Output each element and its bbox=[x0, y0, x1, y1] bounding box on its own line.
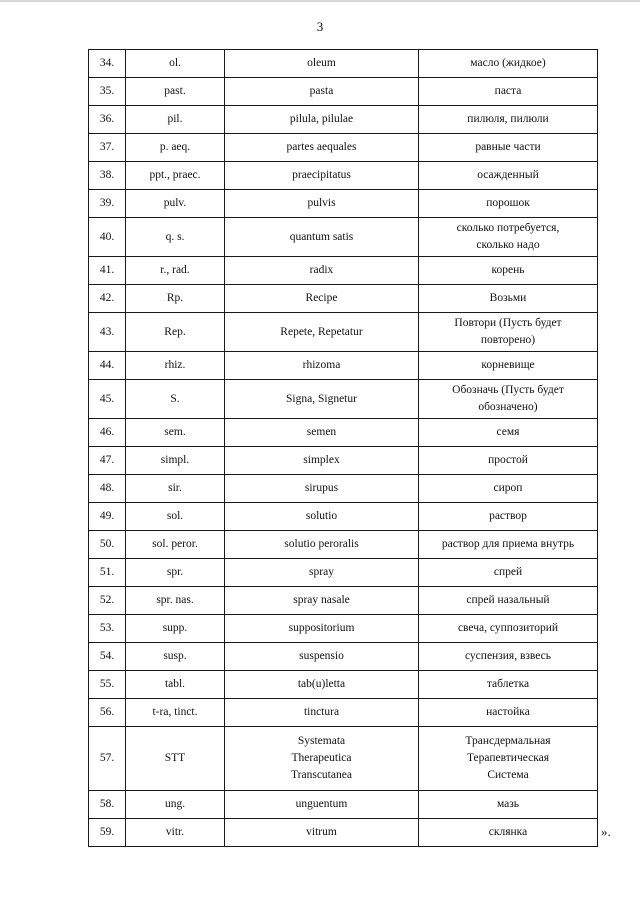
abbreviation-cell: rhiz. bbox=[126, 352, 225, 380]
russian-translation-cell: простой bbox=[419, 447, 598, 475]
abbreviation-cell: sol. bbox=[126, 503, 225, 531]
russian-translation-cell: сколько потребуется, сколько надо bbox=[419, 218, 598, 257]
abbreviation-cell: ol. bbox=[126, 50, 225, 78]
table-row bbox=[89, 380, 598, 419]
russian-translation-cell: раствор для приема внутрь bbox=[419, 531, 598, 559]
closing-quote-mark: ». bbox=[601, 824, 611, 839]
table-row bbox=[89, 419, 598, 447]
row-number: 40. bbox=[89, 218, 126, 257]
row-number: 53. bbox=[89, 615, 126, 643]
latin-term-cell: radix bbox=[225, 257, 419, 285]
latin-term-cell: Systemata Therapeutica Transcutanea bbox=[225, 727, 419, 791]
row-number: 44. bbox=[89, 352, 126, 380]
abbreviation-cell: p. aeq. bbox=[126, 134, 225, 162]
russian-translation-cell: таблетка bbox=[419, 671, 598, 699]
table-row bbox=[89, 503, 598, 531]
table-row bbox=[89, 615, 598, 643]
russian-translation-cell: корень bbox=[419, 257, 598, 285]
table-row bbox=[89, 257, 598, 285]
table-row bbox=[89, 475, 598, 503]
abbreviation-cell: past. bbox=[126, 78, 225, 106]
table-row bbox=[89, 699, 598, 727]
table-row bbox=[89, 50, 598, 78]
latin-term-cell: simplex bbox=[225, 447, 419, 475]
russian-translation-cell: пилюля, пилюли bbox=[419, 106, 598, 134]
row-number: 34. bbox=[89, 50, 126, 78]
abbreviation-cell: simpl. bbox=[126, 447, 225, 475]
russian-translation-cell: спрей назальный bbox=[419, 587, 598, 615]
abbreviation-cell: S. bbox=[126, 380, 225, 419]
row-number: 41. bbox=[89, 257, 126, 285]
table-row bbox=[89, 78, 598, 106]
abbreviation-cell: t-ra, tinct. bbox=[126, 699, 225, 727]
russian-translation-cell: семя bbox=[419, 419, 598, 447]
row-number: 56. bbox=[89, 699, 126, 727]
russian-translation-cell: сироп bbox=[419, 475, 598, 503]
abbreviation-cell: spr. bbox=[126, 559, 225, 587]
latin-term-cell: spray bbox=[225, 559, 419, 587]
latin-term-cell: Recipe bbox=[225, 285, 419, 313]
latin-term-cell: tinctura bbox=[225, 699, 419, 727]
row-number: 45. bbox=[89, 380, 126, 419]
table-row bbox=[89, 671, 598, 699]
table-row bbox=[89, 285, 598, 313]
row-number: 36. bbox=[89, 106, 126, 134]
table-row bbox=[89, 643, 598, 671]
row-number: 37. bbox=[89, 134, 126, 162]
table-row bbox=[89, 190, 598, 218]
row-number: 47. bbox=[89, 447, 126, 475]
abbreviation-cell: sol. peror. bbox=[126, 531, 225, 559]
row-number: 59. bbox=[89, 819, 126, 847]
row-number: 49. bbox=[89, 503, 126, 531]
abbreviation-cell: susp. bbox=[126, 643, 225, 671]
latin-term-cell: partes aequales bbox=[225, 134, 419, 162]
abbreviation-cell: supp. bbox=[126, 615, 225, 643]
latin-term-cell: pulvis bbox=[225, 190, 419, 218]
russian-translation-cell: Обозначь (Пусть будет обозначено) bbox=[419, 380, 598, 419]
russian-translation-cell: Возьми bbox=[419, 285, 598, 313]
row-number: 38. bbox=[89, 162, 126, 190]
table-row bbox=[89, 791, 598, 819]
latin-term-cell: vitrum bbox=[225, 819, 419, 847]
row-number: 57. bbox=[89, 727, 126, 791]
russian-translation-cell: Трансдермальная Терапевтическая Система bbox=[419, 727, 598, 791]
russian-translation-cell: порошок bbox=[419, 190, 598, 218]
russian-translation-cell: свеча, суппозиторий bbox=[419, 615, 598, 643]
row-number: 51. bbox=[89, 559, 126, 587]
latin-term-cell: solutio peroralis bbox=[225, 531, 419, 559]
latin-term-cell: Signa, Signetur bbox=[225, 380, 419, 419]
russian-translation-cell: мазь bbox=[419, 791, 598, 819]
russian-translation-cell: паста bbox=[419, 78, 598, 106]
latin-term-cell: unguentum bbox=[225, 791, 419, 819]
row-number: 54. bbox=[89, 643, 126, 671]
table-row bbox=[89, 587, 598, 615]
russian-translation-cell: равные части bbox=[419, 134, 598, 162]
latin-term-cell: solutio bbox=[225, 503, 419, 531]
table-row bbox=[89, 218, 598, 257]
latin-term-cell: suppositorium bbox=[225, 615, 419, 643]
abbreviation-table bbox=[88, 49, 598, 847]
row-number: 46. bbox=[89, 419, 126, 447]
latin-term-cell: Repete, Repetatur bbox=[225, 313, 419, 352]
latin-term-cell: pasta bbox=[225, 78, 419, 106]
abbreviation-cell: sir. bbox=[126, 475, 225, 503]
abbreviation-cell: pulv. bbox=[126, 190, 225, 218]
table-row bbox=[89, 134, 598, 162]
russian-translation-cell: настойка bbox=[419, 699, 598, 727]
latin-term-cell: quantum satis bbox=[225, 218, 419, 257]
latin-term-cell: semen bbox=[225, 419, 419, 447]
latin-term-cell: suspensio bbox=[225, 643, 419, 671]
row-number: 50. bbox=[89, 531, 126, 559]
latin-term-cell: rhizoma bbox=[225, 352, 419, 380]
russian-translation-cell: корневище bbox=[419, 352, 598, 380]
table-row bbox=[89, 531, 598, 559]
table-row bbox=[89, 559, 598, 587]
abbreviation-cell: tabl. bbox=[126, 671, 225, 699]
row-number: 55. bbox=[89, 671, 126, 699]
table-row bbox=[89, 313, 598, 352]
russian-translation-cell: спрей bbox=[419, 559, 598, 587]
latin-term-cell: tab(u)letta bbox=[225, 671, 419, 699]
row-number: 39. bbox=[89, 190, 126, 218]
abbreviation-cell: STT bbox=[126, 727, 225, 791]
abbreviation-cell: Rep. bbox=[126, 313, 225, 352]
russian-translation-cell: масло (жидкое) bbox=[419, 50, 598, 78]
latin-term-cell: sirupus bbox=[225, 475, 419, 503]
abbreviation-cell: vitr. bbox=[126, 819, 225, 847]
row-number: 42. bbox=[89, 285, 126, 313]
abbreviation-cell: q. s. bbox=[126, 218, 225, 257]
abbreviation-cell: ppt., praec. bbox=[126, 162, 225, 190]
abbreviation-cell: r., rad. bbox=[126, 257, 225, 285]
latin-term-cell: oleum bbox=[225, 50, 419, 78]
page-number: 3 bbox=[316, 19, 324, 34]
abbreviation-cell: sem. bbox=[126, 419, 225, 447]
table-body bbox=[89, 50, 598, 847]
table-row bbox=[89, 819, 598, 847]
table-row bbox=[89, 727, 598, 791]
russian-translation-cell: суспензия, взвесь bbox=[419, 643, 598, 671]
row-number: 48. bbox=[89, 475, 126, 503]
russian-translation-cell: раствор bbox=[419, 503, 598, 531]
russian-translation-cell: осажденный bbox=[419, 162, 598, 190]
table-row bbox=[89, 447, 598, 475]
latin-term-cell: pilula, pilulae bbox=[225, 106, 419, 134]
latin-term-cell: spray nasale bbox=[225, 587, 419, 615]
abbreviation-cell: Rp. bbox=[126, 285, 225, 313]
row-number: 58. bbox=[89, 791, 126, 819]
top-rule bbox=[0, 0, 640, 2]
abbreviation-cell: ung. bbox=[126, 791, 225, 819]
row-number: 52. bbox=[89, 587, 126, 615]
russian-translation-cell: склянка bbox=[419, 819, 598, 847]
abbreviation-cell: pil. bbox=[126, 106, 225, 134]
table-row bbox=[89, 162, 598, 190]
latin-term-cell: praecipitatus bbox=[225, 162, 419, 190]
table-row bbox=[89, 106, 598, 134]
row-number: 43. bbox=[89, 313, 126, 352]
russian-translation-cell: Повтори (Пусть будет повторено) bbox=[419, 313, 598, 352]
row-number: 35. bbox=[89, 78, 126, 106]
table-row bbox=[89, 352, 598, 380]
abbreviation-cell: spr. nas. bbox=[126, 587, 225, 615]
